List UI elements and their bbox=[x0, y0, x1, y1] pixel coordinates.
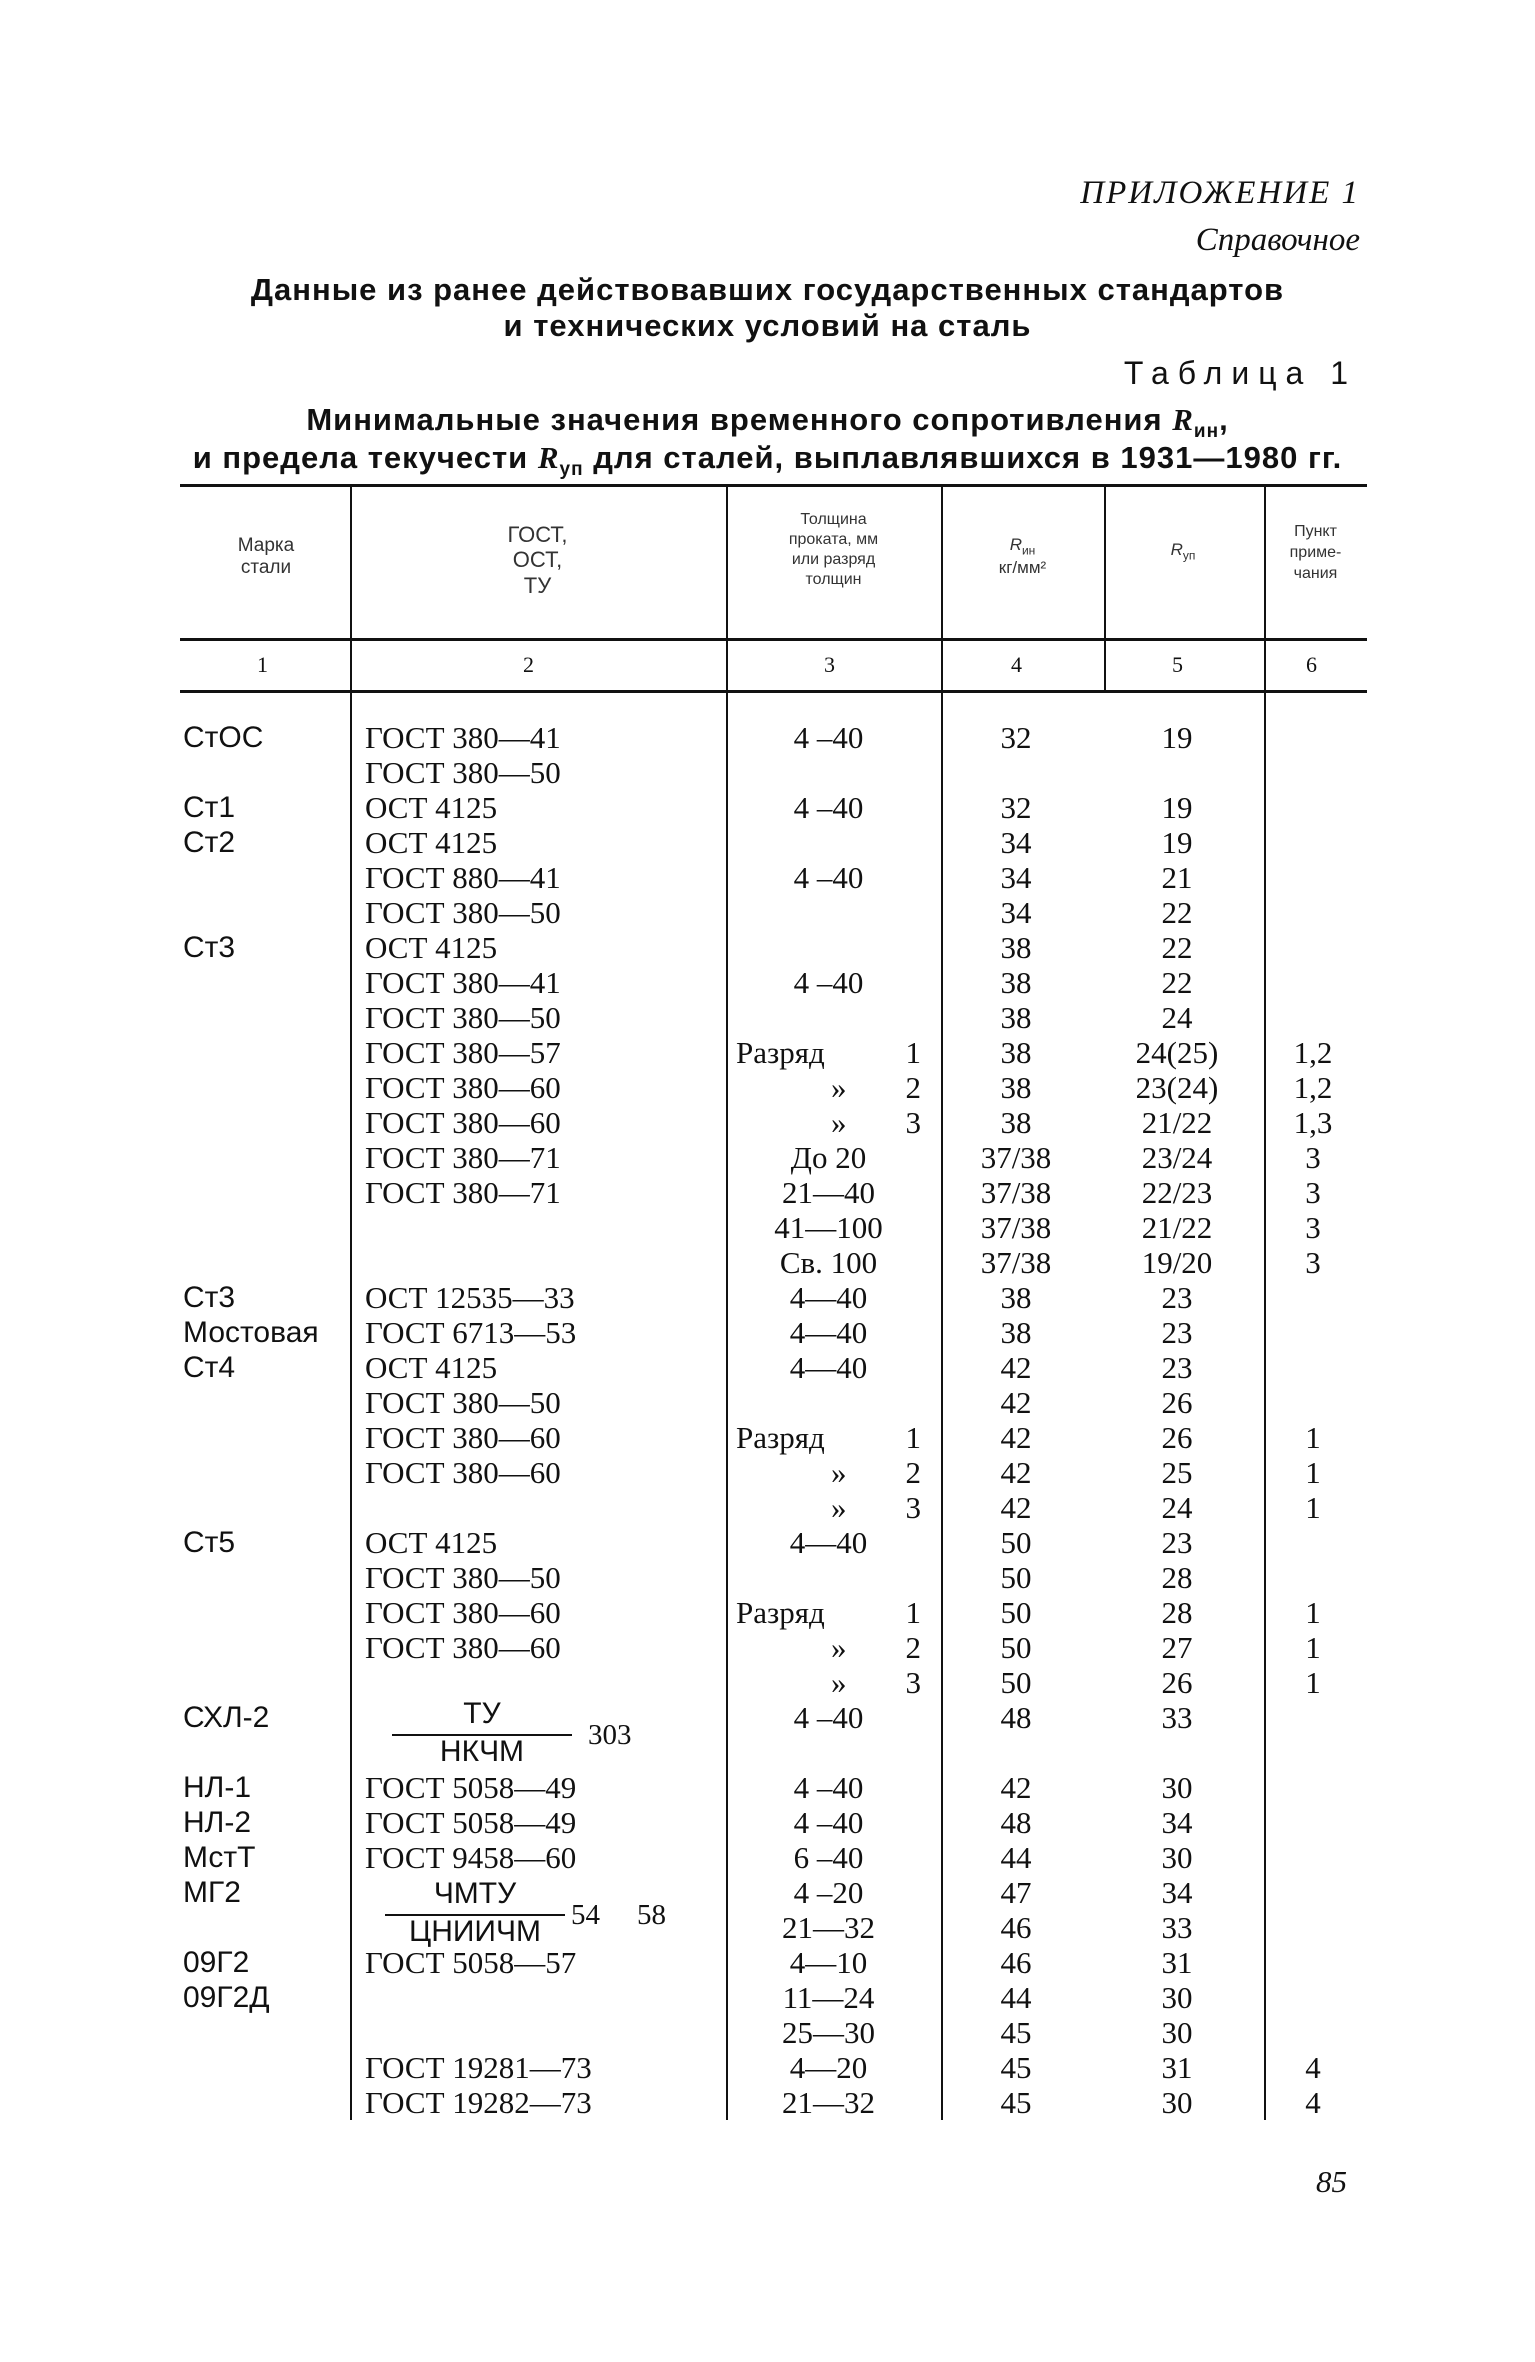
cell-thickness: 4 –40 bbox=[793, 720, 864, 755]
symbol-r: R bbox=[1009, 535, 1022, 554]
cell-standard: ГОСТ 380—60 bbox=[365, 1070, 561, 1105]
cell-note: 4 bbox=[1305, 2050, 1321, 2085]
table-row bbox=[0, 1525, 1535, 1560]
cell-rup: 23/24 bbox=[1141, 1140, 1213, 1175]
cell-rin: 38 bbox=[1000, 1035, 1032, 1070]
cell-rup: 21/22 bbox=[1141, 1105, 1213, 1140]
cell-thickness: 4 –40 bbox=[793, 860, 864, 895]
table-row bbox=[0, 930, 1535, 965]
table-row bbox=[0, 720, 1535, 755]
cell-standard: ГОСТ 380—50 bbox=[365, 1385, 561, 1420]
document-title-line1: Данные из ранее действовавших государственных стандартов bbox=[250, 272, 1285, 307]
symbol-sub: ин bbox=[1021, 543, 1036, 558]
table-top-rule bbox=[180, 484, 1367, 487]
cell-rup: 28 bbox=[1161, 1595, 1193, 1630]
header-symbol bbox=[945, 535, 1100, 558]
cell-thickness bbox=[736, 1595, 921, 1630]
cell-rin: 42 bbox=[1000, 1770, 1032, 1805]
cell-thickness: 4 –40 bbox=[793, 1805, 864, 1840]
cell-standard: ОСТ 4125 bbox=[365, 825, 498, 860]
appendix-label: ПРИЛОЖЕНИЕ 1 bbox=[1080, 175, 1360, 211]
caption-text: Минимальные значения временного сопротивления bbox=[306, 402, 1163, 437]
cell-thickness: 4—40 bbox=[789, 1280, 868, 1315]
cell-rin: 44 bbox=[1000, 1980, 1032, 2015]
cell-thickness: 4 –40 bbox=[793, 790, 864, 825]
cell-rup: 22 bbox=[1161, 930, 1193, 965]
cell-rin: 38 bbox=[1000, 930, 1032, 965]
cell-standard: ОСТ 4125 bbox=[365, 1525, 498, 1560]
cell-rin: 34 bbox=[1000, 860, 1032, 895]
cell-standard: ГОСТ 380—60 bbox=[365, 1595, 561, 1630]
cell-rin: 38 bbox=[1000, 1070, 1032, 1105]
cell-standard: ГОСТ 880—41 bbox=[365, 860, 561, 895]
column-number: 2 bbox=[523, 652, 534, 677]
cell-note: 4 bbox=[1305, 2085, 1321, 2120]
table-row bbox=[0, 1700, 1535, 1735]
fraction-number: 58 bbox=[637, 1899, 666, 1931]
cell-standard: ГОСТ 380—41 bbox=[365, 965, 561, 1000]
table-row bbox=[0, 1175, 1535, 1210]
cell-thickness: До 20 bbox=[790, 1140, 867, 1175]
cell-rin: 45 bbox=[1000, 2050, 1032, 2085]
fraction-denominator: НКЧМ bbox=[439, 1735, 525, 1768]
cell-standard: ГОСТ 5058—57 bbox=[365, 1945, 577, 1980]
caption-text: для сталей, выплавлявшихся в 1931—1980 гг. bbox=[593, 440, 1343, 475]
fraction-number: 54 bbox=[571, 1899, 600, 1931]
cell-rin: 32 bbox=[1000, 720, 1032, 755]
cell-rin: 42 bbox=[1000, 1420, 1032, 1455]
header-line: стали bbox=[240, 556, 292, 578]
cell-grade: НЛ-2 bbox=[183, 1806, 252, 1839]
cell-standard: ГОСТ 380—50 bbox=[365, 895, 561, 930]
header-grade bbox=[186, 535, 346, 579]
cell-thickness: 11—24 bbox=[782, 1980, 875, 2015]
cell-rup: 21 bbox=[1161, 860, 1193, 895]
cell-thickness: 21—32 bbox=[782, 1910, 875, 1945]
cell-standard: ГОСТ 380—41 bbox=[365, 720, 561, 755]
header-line: ГОСТ, bbox=[507, 522, 568, 547]
cell-thickness: 4—40 bbox=[789, 1350, 868, 1385]
cell-rin: 45 bbox=[1000, 2015, 1032, 2050]
cell-rup: 33 bbox=[1161, 1910, 1193, 1945]
table-caption-line1 bbox=[0, 402, 1535, 443]
table-row bbox=[0, 1875, 1535, 1910]
caption-symbol: R bbox=[1172, 402, 1194, 437]
cell-rin: 48 bbox=[1000, 1700, 1032, 1735]
cell-note: 1 bbox=[1305, 1665, 1321, 1700]
cell-note: 3 bbox=[1305, 1210, 1321, 1245]
cell-rin: 38 bbox=[1000, 965, 1032, 1000]
cell-standard: ОСТ 4125 bbox=[365, 1350, 498, 1385]
table-row bbox=[0, 790, 1535, 825]
cell-rup: 30 bbox=[1161, 2015, 1193, 2050]
table-row bbox=[0, 1210, 1535, 1245]
cell-rin: 38 bbox=[1000, 1315, 1032, 1350]
table-row bbox=[0, 1735, 1535, 1770]
table-number: Таблица 1 bbox=[1123, 355, 1357, 391]
table-row bbox=[0, 825, 1535, 860]
cell-rin: 32 bbox=[1000, 790, 1032, 825]
thickness-grade-number: 2 bbox=[905, 1455, 921, 1490]
table-row bbox=[0, 1665, 1535, 1700]
table-row bbox=[0, 1105, 1535, 1140]
thickness-label: » bbox=[831, 1665, 847, 1700]
cell-rup: 22 bbox=[1161, 965, 1193, 1000]
header-line: Марка bbox=[237, 535, 295, 556]
cell-thickness: 4 –20 bbox=[793, 1875, 864, 1910]
table-row bbox=[0, 1280, 1535, 1315]
cell-standard: ГОСТ 9458—60 bbox=[365, 1840, 577, 1875]
table-row bbox=[0, 965, 1535, 1000]
table-row bbox=[0, 1560, 1535, 1595]
header-line: проката, мм bbox=[788, 531, 879, 548]
cell-rin: 34 bbox=[1000, 825, 1032, 860]
cell-grade: СХЛ-2 bbox=[183, 1701, 270, 1734]
header-unit: кг/мм² bbox=[998, 558, 1047, 578]
cell-rup: 30 bbox=[1161, 1770, 1193, 1805]
header-line: ТУ bbox=[523, 572, 552, 598]
cell-standard: ОСТ 12535—33 bbox=[365, 1280, 575, 1315]
fraction-numerator: ЧМТУ bbox=[433, 1877, 517, 1910]
cell-rup: 24(25) bbox=[1135, 1035, 1219, 1070]
column-number: 1 bbox=[257, 652, 268, 677]
page-number: 85 bbox=[1316, 2164, 1347, 2199]
header-rup bbox=[1108, 540, 1258, 563]
cell-standard: ГОСТ 5058—49 bbox=[365, 1805, 577, 1840]
table-row bbox=[0, 1595, 1535, 1630]
cell-rup: 22/23 bbox=[1141, 1175, 1213, 1210]
cell-thickness: 4—10 bbox=[789, 1945, 868, 1980]
cell-standard: ГОСТ 19281—73 bbox=[365, 2050, 592, 2085]
cell-rin: 37/38 bbox=[980, 1245, 1052, 1280]
thickness-label: » bbox=[831, 1630, 847, 1665]
cell-thickness: 21—32 bbox=[782, 2085, 875, 2120]
table-row bbox=[0, 1385, 1535, 1420]
table-row bbox=[0, 1035, 1535, 1070]
cell-rup: 23 bbox=[1161, 1350, 1193, 1385]
cell-thickness: 4 –40 bbox=[793, 965, 864, 1000]
cell-note: 1 bbox=[1305, 1420, 1321, 1455]
header-thickness bbox=[730, 510, 937, 590]
cell-standard: ОСТ 4125 bbox=[365, 790, 498, 825]
cell-grade: 09Г2Д bbox=[183, 1981, 270, 2014]
cell-rup: 26 bbox=[1161, 1665, 1193, 1700]
fraction-numerator: ТУ bbox=[463, 1697, 501, 1730]
cell-rin: 46 bbox=[1000, 1910, 1032, 1945]
cell-rup: 30 bbox=[1161, 1980, 1193, 2015]
cell-rup: 24 bbox=[1161, 1490, 1193, 1525]
cell-rup: 19 bbox=[1161, 825, 1193, 860]
cell-rin: 50 bbox=[1000, 1630, 1032, 1665]
cell-note: 1 bbox=[1305, 1630, 1321, 1665]
cell-note: 3 bbox=[1305, 1245, 1321, 1280]
cell-rin: 38 bbox=[1000, 1105, 1032, 1140]
cell-grade: МстТ bbox=[183, 1841, 256, 1874]
thickness-grade-number: 3 bbox=[905, 1105, 921, 1140]
cell-rup: 33 bbox=[1161, 1700, 1193, 1735]
cell-note: 3 bbox=[1305, 1140, 1321, 1175]
cell-grade: Мостовая bbox=[183, 1316, 319, 1349]
table-row bbox=[0, 1070, 1535, 1105]
thickness-label: Разряд bbox=[736, 1595, 825, 1630]
cell-rin: 42 bbox=[1000, 1350, 1032, 1385]
cell-standard: ГОСТ 380—60 bbox=[365, 1455, 561, 1490]
cell-rin: 46 bbox=[1000, 1945, 1032, 1980]
cell-grade: НЛ-1 bbox=[183, 1771, 252, 1804]
cell-note: 1 bbox=[1305, 1455, 1321, 1490]
cell-rin: 48 bbox=[1000, 1805, 1032, 1840]
caption-text: и предела текучести bbox=[192, 440, 529, 475]
cell-rup: 23(24) bbox=[1135, 1070, 1219, 1105]
column-number: 5 bbox=[1172, 652, 1183, 677]
thickness-grade-number: 3 bbox=[905, 1665, 921, 1700]
caption-subscript: уп bbox=[559, 459, 584, 481]
table-row bbox=[0, 1945, 1535, 1980]
cell-standard: ГОСТ 380—60 bbox=[365, 1630, 561, 1665]
header-note bbox=[1268, 522, 1363, 584]
cell-rin: 37/38 bbox=[980, 1210, 1052, 1245]
table-row bbox=[0, 1420, 1535, 1455]
cell-note: 1,2 bbox=[1293, 1035, 1333, 1070]
header-line: Толщина bbox=[800, 511, 867, 528]
caption-symbol: R bbox=[537, 440, 560, 475]
caption-punct: , bbox=[1219, 402, 1229, 437]
thickness-label: » bbox=[831, 1455, 847, 1490]
table-row bbox=[0, 1350, 1535, 1385]
cell-standard: ГОСТ 6713—53 bbox=[365, 1315, 577, 1350]
table-row bbox=[0, 1805, 1535, 1840]
cell-rup: 19/20 bbox=[1141, 1245, 1213, 1280]
cell-rup: 28 bbox=[1161, 1560, 1193, 1595]
thickness-grade-number: 2 bbox=[905, 1070, 921, 1105]
cell-standard: ГОСТ 380—50 bbox=[365, 1000, 561, 1035]
cell-grade: Ст5 bbox=[183, 1526, 236, 1559]
cell-rup: 26 bbox=[1161, 1420, 1193, 1455]
thickness-grade-number: 1 bbox=[905, 1420, 921, 1455]
cell-rup: 30 bbox=[1161, 1840, 1193, 1875]
cell-standard: ГОСТ 380—57 bbox=[365, 1035, 561, 1070]
cell-standard: ГОСТ 5058—49 bbox=[365, 1770, 577, 1805]
cell-thickness: 4—20 bbox=[789, 2050, 868, 2085]
cell-note: 1,2 bbox=[1293, 1070, 1333, 1105]
cell-standard: ОСТ 4125 bbox=[365, 930, 498, 965]
cell-rup: 24 bbox=[1161, 1000, 1193, 1035]
cell-standard: ГОСТ 380—60 bbox=[365, 1420, 561, 1455]
cell-note: 1 bbox=[1305, 1490, 1321, 1525]
table-header-rule bbox=[180, 638, 1367, 641]
cell-standard: ГОСТ 380—71 bbox=[365, 1140, 561, 1175]
cell-thickness: 6 –40 bbox=[793, 1840, 864, 1875]
header-line: ОСТ, bbox=[512, 547, 563, 573]
thickness-grade-number: 3 bbox=[905, 1490, 921, 1525]
cell-note: 3 bbox=[1305, 1175, 1321, 1210]
table-row bbox=[0, 755, 1535, 790]
cell-rin: 42 bbox=[1000, 1385, 1032, 1420]
cell-grade: Ст1 bbox=[183, 791, 236, 824]
cell-rin: 38 bbox=[1000, 1000, 1032, 1035]
cell-thickness: 25—30 bbox=[782, 2015, 875, 2050]
cell-thickness: 4 –40 bbox=[793, 1700, 864, 1735]
cell-rin: 34 bbox=[1000, 895, 1032, 930]
table-row bbox=[0, 1910, 1535, 1945]
column-number: 6 bbox=[1306, 652, 1317, 677]
cell-rin: 50 bbox=[1000, 1560, 1032, 1595]
cell-thickness: 21—40 bbox=[782, 1175, 875, 1210]
cell-thickness bbox=[736, 1035, 921, 1070]
cell-grade: 09Г2 bbox=[183, 1946, 250, 1979]
table-row bbox=[0, 1000, 1535, 1035]
cell-thickness: 4—40 bbox=[789, 1525, 868, 1560]
table-row bbox=[0, 1980, 1535, 2015]
cell-rup: 19 bbox=[1161, 790, 1193, 825]
header-line: Пункт bbox=[1294, 523, 1337, 540]
table-caption-line2 bbox=[0, 440, 1535, 481]
table-row bbox=[0, 2050, 1535, 2085]
cell-rup: 31 bbox=[1161, 1945, 1193, 1980]
thickness-label: » bbox=[831, 1105, 847, 1140]
cell-rup: 27 bbox=[1161, 1630, 1193, 1665]
cell-thickness: Св. 100 bbox=[779, 1245, 878, 1280]
thickness-label: » bbox=[831, 1070, 847, 1105]
cell-grade: Ст2 bbox=[183, 826, 236, 859]
cell-rup: 34 bbox=[1161, 1805, 1193, 1840]
table-numbers-rule bbox=[180, 690, 1367, 693]
header-line: или разряд bbox=[791, 551, 876, 568]
cell-rin: 37/38 bbox=[980, 1175, 1052, 1210]
cell-rup: 26 bbox=[1161, 1385, 1193, 1420]
cell-standard: ГОСТ 380—50 bbox=[365, 755, 561, 790]
cell-rin: 42 bbox=[1000, 1455, 1032, 1490]
table-row bbox=[0, 2085, 1535, 2120]
cell-rup: 23 bbox=[1161, 1280, 1193, 1315]
document-title-line2: и технических условий на сталь bbox=[503, 308, 1032, 343]
cell-rin: 44 bbox=[1000, 1840, 1032, 1875]
cell-standard: ГОСТ 380—50 bbox=[365, 1560, 561, 1595]
thickness-grade-number: 2 bbox=[905, 1630, 921, 1665]
table-row bbox=[0, 860, 1535, 895]
cell-note: 1 bbox=[1305, 1595, 1321, 1630]
header-standard bbox=[355, 522, 720, 598]
header-line: толщин bbox=[805, 571, 862, 588]
table-row bbox=[0, 1455, 1535, 1490]
cell-standard: ГОСТ 380—60 bbox=[365, 1105, 561, 1140]
column-number: 3 bbox=[824, 652, 835, 677]
thickness-grade-number: 1 bbox=[905, 1595, 921, 1630]
cell-thickness bbox=[736, 1420, 921, 1455]
cell-rup: 22 bbox=[1161, 895, 1193, 930]
table-row bbox=[0, 1630, 1535, 1665]
cell-rup: 23 bbox=[1161, 1315, 1193, 1350]
cell-rin: 38 bbox=[1000, 1280, 1032, 1315]
cell-rup: 21/22 bbox=[1141, 1210, 1213, 1245]
reference-label: Справочное bbox=[1195, 222, 1360, 258]
cell-rin: 42 bbox=[1000, 1490, 1032, 1525]
table-row bbox=[0, 1840, 1535, 1875]
caption-subscript: ин bbox=[1193, 421, 1220, 443]
thickness-label: » bbox=[831, 1490, 847, 1525]
cell-rup: 23 bbox=[1161, 1525, 1193, 1560]
cell-rin: 37/38 bbox=[980, 1140, 1052, 1175]
cell-grade: МГ2 bbox=[183, 1876, 241, 1909]
cell-standard: ГОСТ 380—71 bbox=[365, 1175, 561, 1210]
header-rin bbox=[945, 535, 1100, 578]
thickness-label: Разряд bbox=[736, 1420, 825, 1455]
cell-standard: ГОСТ 19282—73 bbox=[365, 2085, 592, 2120]
header-line: чания bbox=[1293, 564, 1338, 582]
cell-rin: 47 bbox=[1000, 1875, 1032, 1910]
cell-rup: 30 bbox=[1161, 2085, 1193, 2120]
thickness-label: Разряд bbox=[736, 1035, 825, 1070]
cell-grade: СтОС bbox=[183, 721, 264, 754]
cell-grade: Ст4 bbox=[183, 1351, 236, 1384]
thickness-grade-number: 1 bbox=[905, 1035, 921, 1070]
cell-note: 1,3 bbox=[1293, 1105, 1333, 1140]
table-row bbox=[0, 1140, 1535, 1175]
cell-thickness: 41—100 bbox=[774, 1210, 883, 1245]
cell-thickness: 4 –40 bbox=[793, 1770, 864, 1805]
table-row bbox=[0, 1245, 1535, 1280]
cell-grade: Ст3 bbox=[183, 1281, 236, 1314]
fraction-number: 303 bbox=[588, 1719, 632, 1751]
table-row bbox=[0, 1770, 1535, 1805]
cell-rup: 31 bbox=[1161, 2050, 1193, 2085]
symbol-r: R bbox=[1170, 540, 1183, 559]
cell-rin: 45 bbox=[1000, 2085, 1032, 2120]
cell-rup: 25 bbox=[1161, 1455, 1193, 1490]
cell-rup: 19 bbox=[1161, 720, 1193, 755]
cell-rin: 50 bbox=[1000, 1665, 1032, 1700]
cell-rin: 50 bbox=[1000, 1525, 1032, 1560]
column-number: 4 bbox=[1011, 652, 1022, 677]
cell-rup: 34 bbox=[1161, 1875, 1193, 1910]
table-row bbox=[0, 1490, 1535, 1525]
cell-thickness: 4—40 bbox=[789, 1315, 868, 1350]
cell-rin: 50 bbox=[1000, 1595, 1032, 1630]
column-divider bbox=[1104, 486, 1106, 692]
symbol-sub: уп bbox=[1182, 548, 1196, 563]
table-row bbox=[0, 895, 1535, 930]
table-row bbox=[0, 1315, 1535, 1350]
cell-grade: Ст3 bbox=[183, 931, 236, 964]
fraction-denominator: ЦНИИЧМ bbox=[409, 1915, 541, 1948]
header-line: приме- bbox=[1289, 543, 1342, 561]
table-row bbox=[0, 2015, 1535, 2050]
